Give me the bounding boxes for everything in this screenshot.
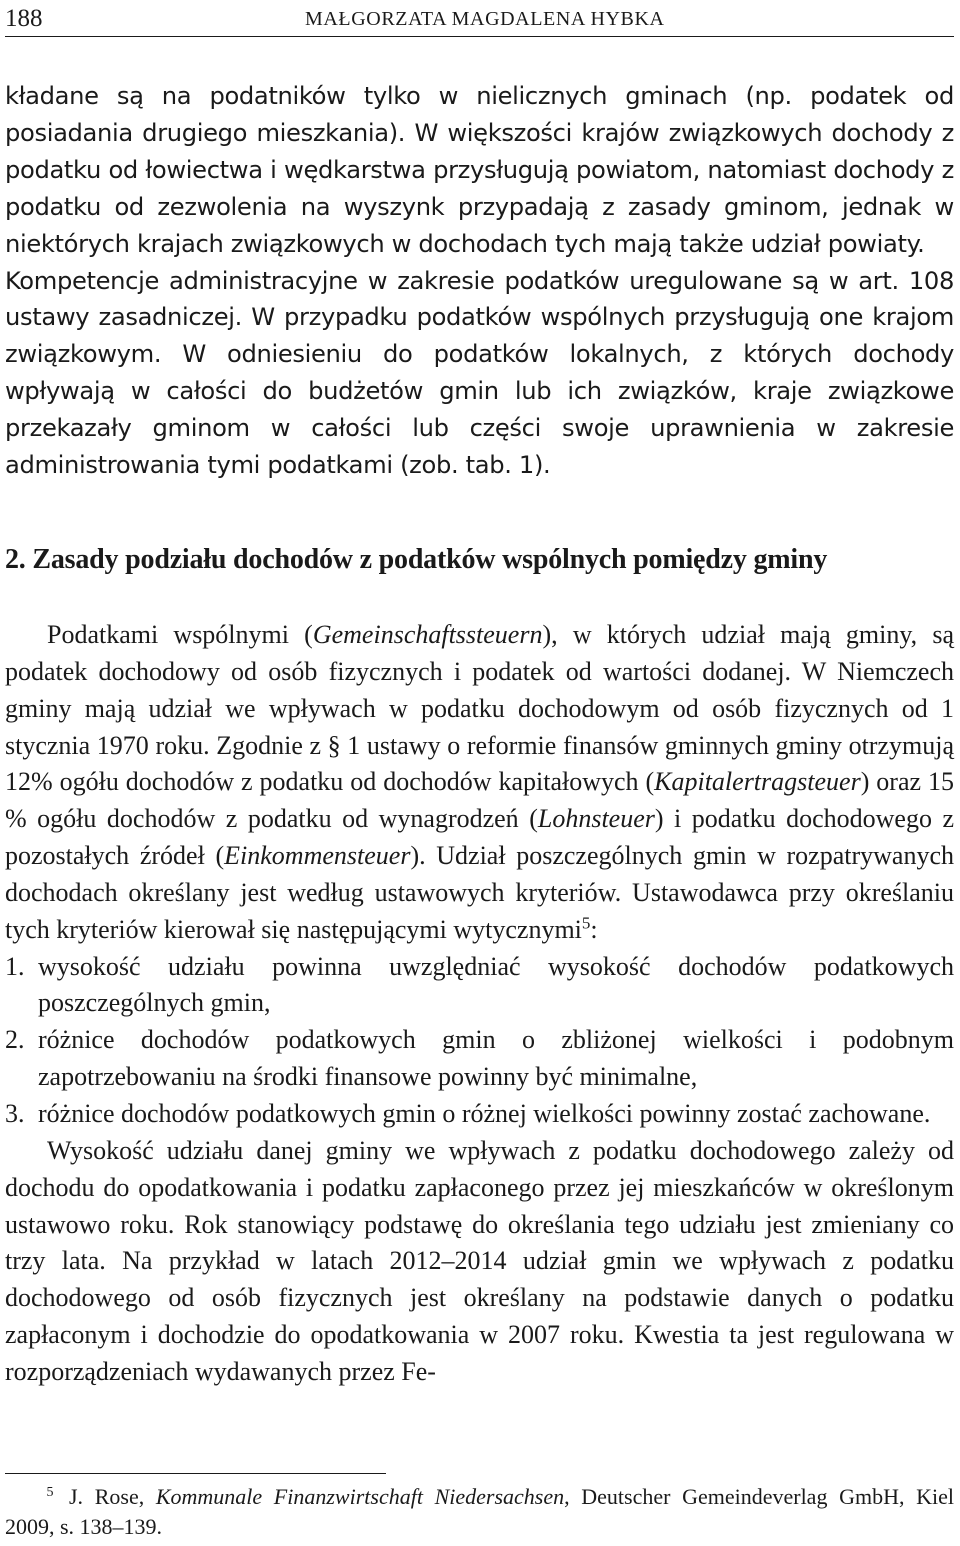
- paragraph: kładane są na podatników tylko w nielicznych gminach (np. podatek od posiadania drugiego mieszkania). W większości krajów związkowych dochody z podatku od łowiectwa i wędkarstwa przysługują powiatom, natomiast dochody z podatku od zezwolenia na wyszynk przypadają z zasady gminom, jednak w niektórych krajach związkowych w dochodach tych mają także udział powiaty.: [5, 82, 954, 258]
- list-item: [5, 1096, 954, 1133]
- text-run: ) i podatku dochodowego z pozostałych źródeł (: [5, 804, 955, 871]
- footnote-mark: 5: [46, 1485, 54, 1500]
- foreign-term: Einkommensteuer: [224, 841, 411, 871]
- foreign-term: Lohnsteuer: [537, 804, 655, 834]
- paragraph: [5, 617, 954, 949]
- paragraph: Wysokość udziału danej gminy we wpływach z podatku dochodowego zależy od dochodu do opodatkowania i podatku zapłaconego przez jej mieszkańców w określonym ustawowo roku. Rok stanowiący podstawę do określania tego udziału jest zmieniany co trzy lata. Na przykład w latach 2012–2014 udział gmin we wpływach z podatku dochodowego od osób fizycznych jest określany na podstawie danych o podatku zapłaconym i dochodzie do opodatkowania w 2007 roku. Kwestia ta jest regulowana w rozporządzeniach wydawanych przez Fe-: [5, 1135, 954, 1386]
- text-run: ). Udział poszczególnych gmin w rozpatrywanych dochodach określany jest według ustawowych kryteriów. Ustawodawca przy określaniu tych kryteriów kierował się następującymi wytycznymi: [5, 841, 954, 944]
- list-number: 2.: [5, 1025, 25, 1055]
- footnote-reference[interactable]: 5: [581, 913, 591, 933]
- paragraph: Kompetencje administracyjne w zakresie podatków uregulowane są w art. 108 ustawy zasadniczej. W przypadku podatków wspólnych przysługują one krajom związkowym. W odniesieniu do podatków lokalnych, z których dochody wpływają w całości do budżetów gmin lub ich związków, kraje związkowe przekazały gminom w całości lub części swoje uprawnienia w zakresie administrowania tymi podatkami (zob. tab. 1).: [5, 266, 954, 480]
- serif-text-block: [5, 617, 954, 1391]
- footnote-title: Kommunale Finanzwirtschaft Niedersachsen: [155, 1484, 565, 1509]
- sans-text-block: [5, 78, 954, 484]
- text-run: :: [590, 914, 598, 944]
- footnote-text: J. Rose,: [69, 1484, 156, 1509]
- list-item: [5, 949, 954, 1023]
- text-run: ) oraz 15 % ogółu dochodów z podatku od wynagrodzeń (: [5, 767, 954, 834]
- running-head-author: MAŁGORZATA MAGDALENA HYBKA: [305, 7, 665, 30]
- list-text: wysokość udziału powinna uwzględniać wysokość dochodów podatkowych poszczególnych gmin,: [38, 951, 954, 1018]
- list-number: 3.: [5, 1098, 25, 1128]
- footnote-rule: [5, 1473, 386, 1474]
- footnote-text: , Deutscher Gemeindeverlag GmbH, Kiel 2009, s. 138–139.: [5, 1484, 954, 1539]
- foreign-term: Kapitalertragsteuer: [654, 767, 861, 797]
- running-header: [5, 0, 954, 37]
- list-item: [5, 1022, 954, 1096]
- footnote: [5, 1478, 954, 1542]
- text-run: ), w których udział mają gminy, są podatek dochodowy od osób fizycznych i podatek od wartości dodanej. W Niemczech gminy mają udział we wpływach w podatku dochodowym od osób fizycznych od 1 stycznia 1970 roku. Zgodnie z § 1 ustawy o reformie finansów gminnych gminy otrzymują 12% ogółu dochodów z podatku od dochodów kapitałowych (: [5, 620, 955, 797]
- list-number: 1.: [5, 951, 25, 981]
- text-run: Podatkami wspólnymi (: [47, 620, 313, 649]
- page-number: 188: [5, 5, 43, 32]
- list-text: różnice dochodów podatkowych gmin o różnej wielkości powinny zostać zachowane.: [38, 1098, 931, 1128]
- section-heading: 2. Zasady podziału dochodów z podatków wspólnych pomiędzy gminy: [5, 544, 828, 575]
- list-text: różnice dochodów podatkowych gmin o zbliżonej wielkości i podobnym zapotrzebowaniu na środki finansowe powinny być minimalne,: [38, 1025, 954, 1092]
- foreign-term: Gemeinschaftssteuern: [312, 620, 543, 649]
